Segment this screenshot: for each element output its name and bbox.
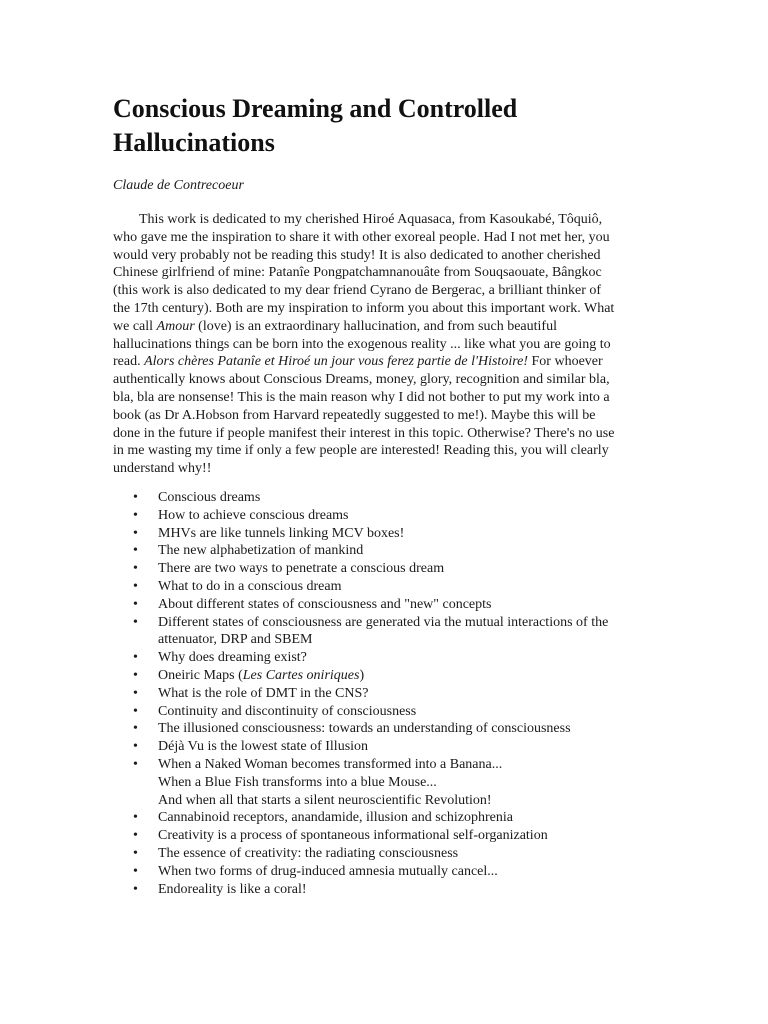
list-item: • MHVs are like tunnels linking MCV boxes! bbox=[113, 525, 653, 543]
list-item: • What to do in a conscious dream bbox=[113, 578, 653, 596]
title-line-1: Conscious Dreaming and Controlled bbox=[113, 94, 518, 123]
paragraph-line: we call Amour (love) is an extraordinary hallucination, and from such beautiful bbox=[113, 318, 557, 334]
paragraph-line: authentically knows about Conscious Dreams, money, glory, recognition and similar bla, bbox=[113, 372, 610, 388]
paragraph-line: understand why!! bbox=[113, 461, 212, 477]
list-item: • The illusioned consciousness: towards an understanding of consciousness bbox=[113, 720, 653, 738]
paragraph-line: would very probably not be reading this study! It is also dedicated to another cherished bbox=[113, 247, 601, 263]
amour-emphasis: Amour bbox=[156, 318, 195, 334]
paragraph-line: done in the future if people manifest their interest in this topic. Otherwise? There's no use bbox=[113, 425, 615, 441]
french-quote-emphasis: Alors chères Patanîe et Hiroé un jour vous ferez partie de l'Histoire! bbox=[144, 354, 529, 370]
paragraph-line: read. Alors chères Patanîe et Hiroé un jour vous ferez partie de l'Histoire! For whoever bbox=[113, 354, 603, 370]
paragraph-line: in me wasting my time if only a few people are interested! Reading this, you will clearly bbox=[113, 443, 609, 459]
list-item: • Déjà Vu is the lowest state of Illusion bbox=[113, 738, 653, 756]
cartes-oniriques-emphasis: Les Cartes oniriques bbox=[242, 667, 360, 683]
list-item: • Conscious dreams bbox=[113, 489, 653, 507]
list-item: • What is the role of DMT in the CNS? bbox=[113, 685, 653, 703]
dedication-paragraph bbox=[113, 211, 653, 478]
list-item: • The essence of creativity: the radiating consciousness bbox=[113, 845, 653, 863]
paragraph-line: hallucinations things can be born into the exogenous reality ... like what you are going to bbox=[113, 336, 611, 352]
paragraph-line: book (as Dr A.Hobson from Harvard repeatedly suggested to me!). Maybe this will be bbox=[113, 407, 596, 423]
author-name: Claude de Contrecoeur bbox=[113, 178, 244, 193]
paragraph-line: the 17th century). Both are my inspiration to inform you about this important work. What bbox=[113, 300, 615, 316]
list-item: • About different states of consciousness and "new" concepts bbox=[113, 596, 653, 614]
contents-list bbox=[113, 489, 653, 898]
list-item: • When two forms of drug-induced amnesia mutually cancel... bbox=[113, 863, 653, 881]
paragraph-line: who gave me the inspiration to share it with other exoreal people. Had I not met her, you bbox=[113, 229, 610, 245]
paragraph-line: (this work is also dedicated to my dear friend Cyrano de Bergerac, a brilliant thinker of bbox=[113, 283, 602, 299]
list-item: • How to achieve conscious dreams bbox=[113, 507, 653, 525]
list-item: • Cannabinoid receptors, anandamide, illusion and schizophrenia bbox=[113, 809, 653, 827]
paragraph-line: bla, bla are nonsense! This is the main reason why I did not bother to put my work into a bbox=[113, 389, 610, 405]
list-item: • Different states of consciousness are generated via the mutual interactions of the attenuator, DRP and SBEM bbox=[113, 614, 653, 650]
paragraph-line: This work is dedicated to my cherished Hiroé Aquasaca, from Kasoukabé, Tôquiô, bbox=[139, 212, 603, 227]
title-line-2: Hallucinations bbox=[113, 128, 275, 157]
list-item: • Oneiric Maps (Les Cartes oniriques) bbox=[113, 667, 653, 685]
list-item: • When a Naked Woman becomes transformed into a Banana... When a Blue Fish transforms into a blue Mouse... And when all that starts a silent neuroscientific Revolution! bbox=[113, 756, 653, 809]
paragraph-line: Chinese girlfriend of mine: Patanîe Pongpatchamnanouâte from Souqsaouate, Bângkoc bbox=[113, 265, 602, 281]
list-item: • Endoreality is like a coral! bbox=[113, 881, 653, 899]
list-item: • The new alphabetization of mankind bbox=[113, 542, 653, 560]
list-item: • Creativity is a process of spontaneous informational self-organization bbox=[113, 827, 653, 845]
list-item: • There are two ways to penetrate a conscious dream bbox=[113, 560, 653, 578]
list-item: • Why does dreaming exist? bbox=[113, 649, 653, 667]
document-title bbox=[113, 92, 673, 160]
list-item: • Continuity and discontinuity of consciousness bbox=[113, 703, 653, 721]
